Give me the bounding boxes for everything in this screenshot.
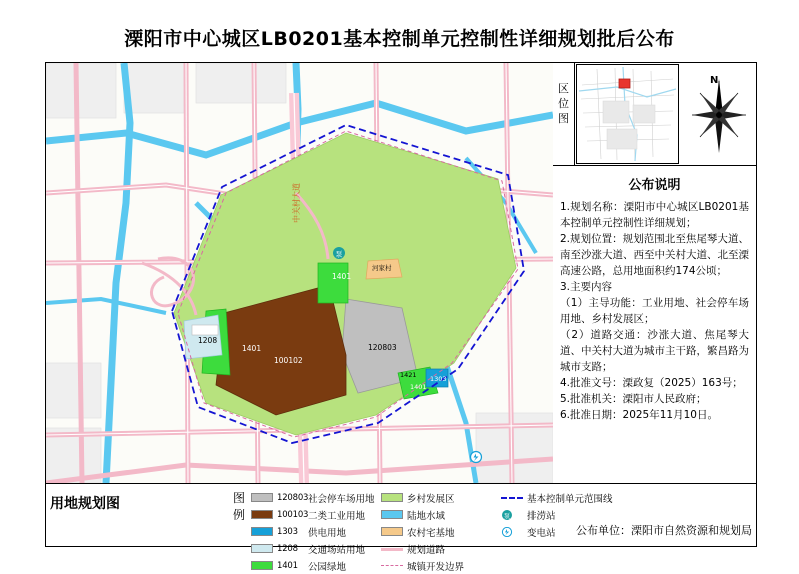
pump-station-icon <box>501 510 523 520</box>
legend-code: 1208 <box>277 543 298 554</box>
svg-text:泵: 泵 <box>335 250 343 259</box>
notice-line-4: （1）主导功能：工业用地、社会停车场用地、乡村发展区； <box>560 297 749 325</box>
legend-text: 基本控制单元范围线 <box>527 493 613 505</box>
legend-item <box>501 506 613 523</box>
legend-item <box>251 540 375 557</box>
legend-text: 乡村发展区 <box>407 493 455 505</box>
legend-swatch <box>251 561 273 570</box>
parcel-label-1401-w: 1401 <box>242 344 262 353</box>
publisher-note: 公布单位：溧阳市自然资源和规划局 <box>576 524 752 537</box>
notice-panel <box>553 166 756 483</box>
legend-swatch <box>251 527 273 536</box>
notice-body <box>560 199 749 423</box>
legend-line-dev-boundary <box>381 561 403 570</box>
legend-text: 陆地水域 <box>407 510 446 522</box>
notice-line-6: 4.批准文号：溧政复（2025）163号； <box>560 377 743 389</box>
legend-item <box>381 557 464 574</box>
svg-text:N: N <box>710 75 719 86</box>
legend-code: 1303 <box>277 526 298 537</box>
parcel-label-1421: 1421 <box>400 371 417 379</box>
legend-item <box>381 489 464 506</box>
legend-item <box>381 540 464 557</box>
legend-text: 农村宅基地 <box>407 527 455 539</box>
parcel-label-120803: 120803 <box>368 343 397 352</box>
legend-text: 规划道路 <box>407 544 446 556</box>
legend-title-char-1: 图 <box>232 491 245 505</box>
legend-item <box>251 506 375 523</box>
compass-rose <box>686 69 752 159</box>
road-name-label <box>291 183 301 223</box>
notice-line-1: 1.规划名称：溧阳市中心城区LB0201基本控制单元控制性详细规划； <box>560 201 749 229</box>
land-use-map[interactable] <box>46 63 553 483</box>
legend-text: 二类工业用地 <box>308 510 366 522</box>
map-caption: 用地规划图 <box>50 496 120 512</box>
legend-swatch <box>251 510 273 519</box>
legend-text: 交通场站用地 <box>308 544 366 556</box>
legend-code: 120803 <box>277 492 309 503</box>
notice-line-5: （2）道路交通：沙涨大道、焦尾琴大道、中关村大道为城市主干路，繁昌路为城市支路； <box>560 329 749 373</box>
map-graphic <box>46 63 553 483</box>
legend-swatch <box>381 510 403 519</box>
notice-heading: 公布说明 <box>628 178 681 193</box>
location-mini-map <box>576 64 679 164</box>
legend-line-control-boundary <box>501 493 523 502</box>
legend-title <box>231 490 247 524</box>
legend-swatch <box>251 493 273 502</box>
legend-item <box>381 523 464 540</box>
parcel-label-1401-n: 1401 <box>332 272 352 281</box>
village-label: 河家村 <box>372 264 392 272</box>
svg-text:泵: 泵 <box>503 511 511 520</box>
notice-line-8: 6.批准日期：2025年11月10日。 <box>560 409 718 421</box>
parcel-label-100102: 100102 <box>274 356 303 365</box>
legend-item <box>381 506 464 523</box>
legend-item <box>251 489 375 506</box>
legend-text: 供电用地 <box>308 527 347 539</box>
legend-title-char-2: 例 <box>232 508 245 522</box>
legend-swatch <box>251 544 273 553</box>
legend-code: 1401 <box>277 560 298 571</box>
legend-code: 100103 <box>277 509 309 520</box>
page-title: 溧阳市中心城区LB0201基本控制单元控制性详细规划批后公布 <box>124 28 675 50</box>
legend-text: 变电站 <box>527 527 556 539</box>
location-panel <box>553 63 756 166</box>
legend-column-2 <box>381 489 464 574</box>
svg-text:中关村大道: 中关村大道 <box>292 183 301 223</box>
notice-line-7: 5.批准机关：溧阳市人民政府； <box>560 393 707 405</box>
legend-item <box>501 489 613 506</box>
legend-text: 城镇开发边界 <box>407 561 465 573</box>
substation-icon <box>501 527 523 537</box>
parcel-label-1401-e: 1401 <box>410 383 427 391</box>
legend-swatch <box>381 527 403 536</box>
notice-line-2: 2.规划位置：规划范围北至焦尾琴大道、南至沙涨大道、西至中关村大道、北至溧高速公路，总用地面积约174公顷； <box>560 233 749 277</box>
parcel-label-1303: 1303 <box>430 375 447 383</box>
right-column <box>553 63 756 483</box>
legend-column-1 <box>251 489 375 574</box>
legend-swatch <box>381 493 403 502</box>
location-panel-label: 区位图 <box>553 63 575 165</box>
legend-text: 排涝站 <box>527 510 556 522</box>
parcel-label-1208: 1208 <box>198 336 218 345</box>
legend-text: 社会停车场用地 <box>308 493 375 505</box>
legend-item <box>251 557 375 574</box>
legend-line-road <box>381 544 403 553</box>
legend-strip <box>46 483 756 573</box>
legend-item <box>251 523 375 540</box>
legend-text: 公园绿地 <box>308 561 347 573</box>
notice-line-3: 3.主要内容 <box>560 281 613 293</box>
